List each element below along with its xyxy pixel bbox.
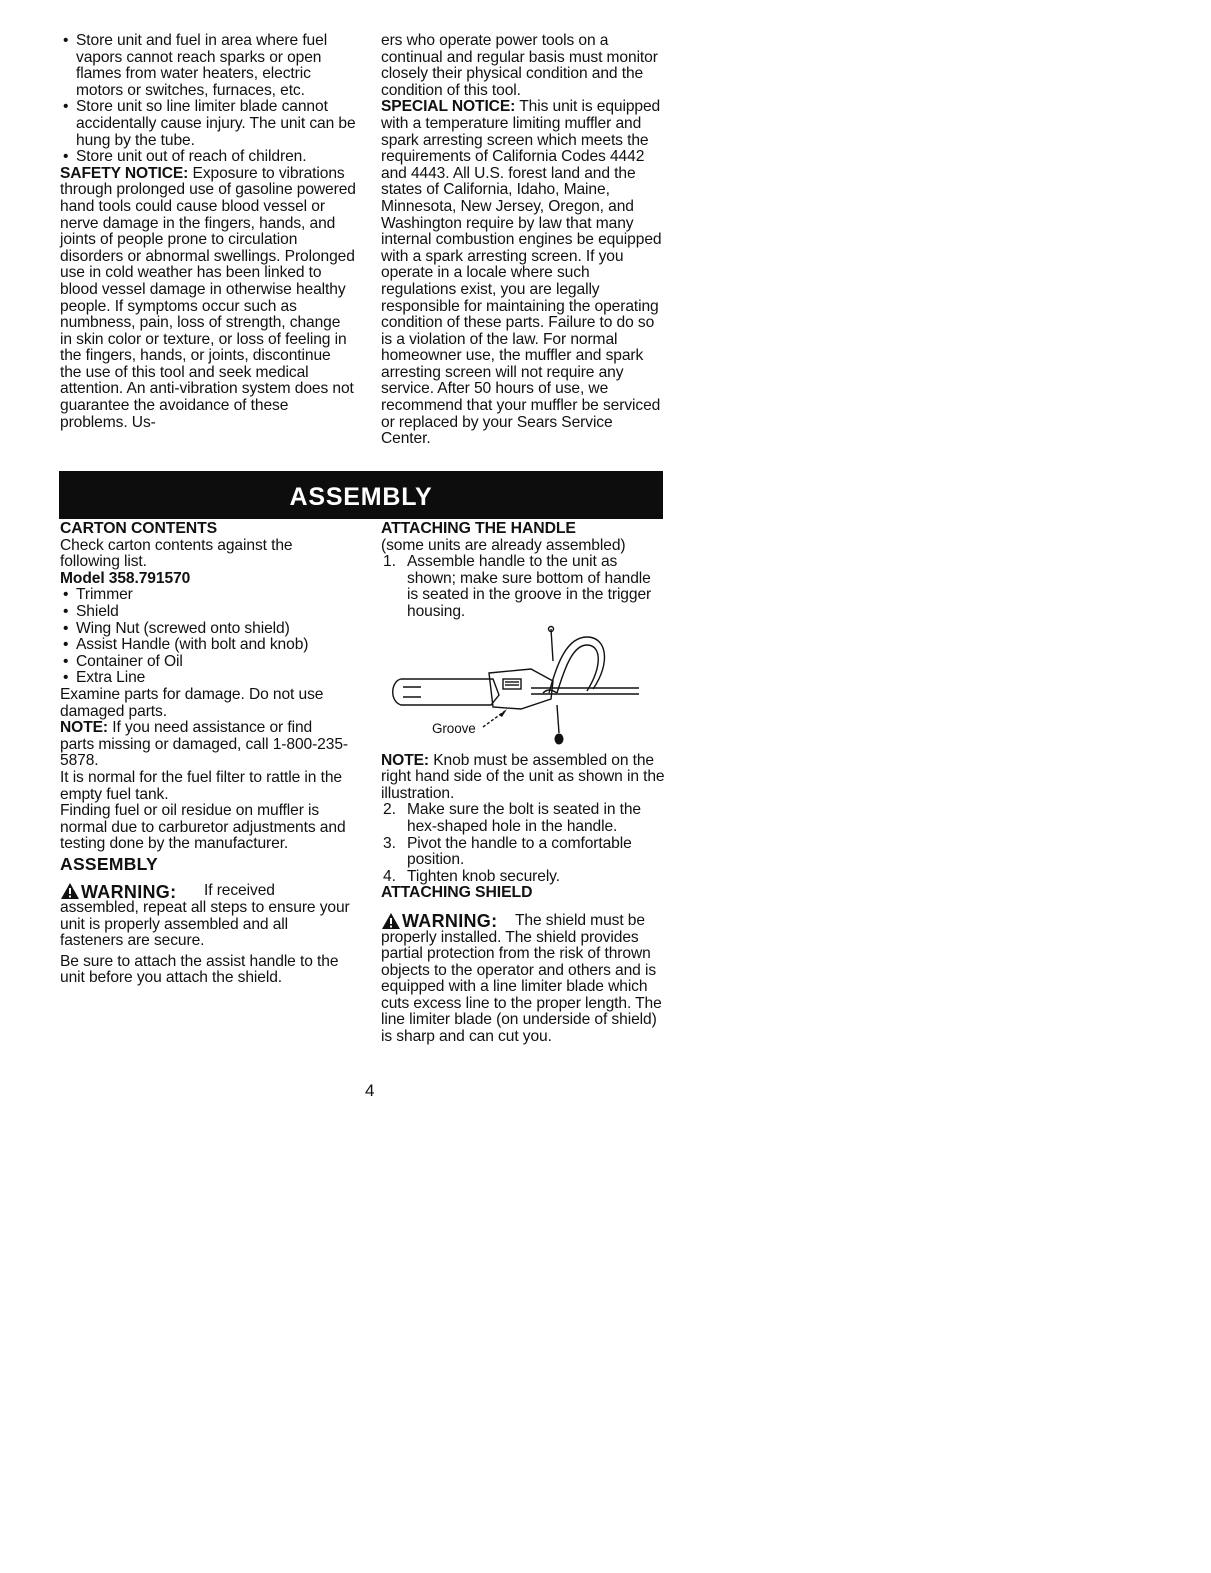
note-label: NOTE: [381,751,430,769]
handle-subtext: (some units are already assembled) [381,536,626,554]
right-bottom-column [381,521,665,1046]
section-banner: ASSEMBLY [59,471,663,519]
attach-first-text: Be sure to attach the assist handle to the unit before you attach the shield. [60,952,339,987]
step-text: Tighten knob securely. [407,867,560,885]
shield-warning-text: The shield must be properly installed. The shield provides partial protection from the risk of thrown objects to the operator and others and is equipped with a line limiter blade which cuts excess line to the proper length. The line limiter blade (on underside of shield) is sharp and can cut you. [381,911,662,1046]
list-item: • Shield [60,604,350,621]
list-item: • Store unit so line limiter blade cannot accidentally cause injury. The unit can be hung by the tube. [60,99,356,149]
left-bottom-column [60,521,350,987]
handle-illustration [381,623,671,751]
list-item [381,836,665,869]
handle-steps-a [381,554,665,620]
examine-text: Examine parts for damage. Do not use damaged parts. [60,685,324,720]
page-number: 4 [365,1081,375,1100]
step-text: Pivot the handle to a comfortable position. [407,834,632,869]
fuel-filter-text: It is normal for the fuel filter to rattle in the empty fuel tank. [60,768,342,803]
note-text: If you need assistance or find parts missing or damaged, call 1-800-235-5878. [60,719,348,770]
attaching-handle-heading: ATTACHING THE HANDLE [381,520,576,537]
note [60,720,350,770]
step-text: Make sure the bolt is seated in the hex-shaped hole in the handle. [407,801,642,835]
knob-note [381,753,665,803]
carton-contents-heading: CARTON CONTENTS [60,520,218,537]
list-item: • Store unit and fuel in area where fuel vapors cannot reach sparks or open flames from water heaters, electric motors or switches, furnaces, etc. [60,33,356,99]
handle-steps-b [381,802,665,885]
warning-text: If received assembled, repeat all steps to ensure your unit is properly assembled and all fasteners are secure. [60,882,350,950]
step-text: Assemble handle to the unit as shown; make sure bottom of handle is seated in the groove in the trigger housing. [407,553,652,620]
attaching-shield-heading: ATTACHING SHIELD [381,884,533,902]
warning-label: WARNING: [81,881,177,902]
step-number: 1. [383,553,396,571]
step-number: 4. [383,867,396,885]
list-item: • Trimmer [60,587,350,604]
special-notice-text: This unit is equipped with a temperature limiting muffler and spark arresting screen which meets the requirements of California Codes 4442 and 4443. All U.S. forest land and the states of California, Idaho, Maine, Minnesota, New Jersey, Oregon, and Washington require by law that many internal combustion engines be equipped with a spark arresting screen. If you operate in a locale where such regulations exist, you are legally responsible for maintaining the operating condition of these parts. Failure to do so is a violation of the law. For normal homeowner use, the muffler and spark arresting screen will not require any service. After 50 hours of use, we recommend that your muffler be serviced or replaced by your Sears Service Center. [381,98,662,448]
list-item: • Extra Line [60,670,350,687]
trimmer-handle-drawing [381,623,671,751]
left-top-column [60,33,356,431]
list-item [381,869,665,886]
groove-label: Groove [432,720,476,736]
safety-notice-label: SAFETY NOTICE: [60,164,189,182]
warning-label: WARNING: [402,911,498,932]
list-item: • Wing Nut (screwed onto shield) [60,621,350,638]
carton-intro: Check carton contents against the following list. [60,536,293,571]
note-label: NOTE: [60,719,109,737]
safety-notice [60,166,356,432]
model-number: Model 358.791570 [60,569,191,587]
residue-text: Finding fuel or oil residue on muffler is normal due to carburetor adjustments and testing done by the manufacturer. [60,802,346,853]
list-item: • Store unit out of reach of children. [60,149,356,166]
parts-list [60,587,350,687]
special-notice [381,99,665,447]
list-item: • Assist Handle (with bolt and knob) [60,637,350,654]
special-notice-label: SPECIAL NOTICE: [381,98,516,116]
list-item [381,554,665,620]
step-number: 3. [383,834,396,852]
warning-triangle-icon [381,912,401,930]
list-item [381,802,665,835]
note-text: Knob must be assembled on the right hand side of the unit as shown in the illustration. [381,751,665,802]
continued-text: ers who operate power tools on a continual and regular basis must monitor closely their physical condition and the condition of this tool. [381,32,658,99]
assembly-heading: ASSEMBLY [60,853,159,874]
step-number: 2. [383,801,396,819]
storage-list [60,33,356,166]
warning-triangle-icon [60,882,80,900]
right-top-column [381,33,665,448]
safety-notice-text: Exposure to vibrations through prolonged use of gasoline powered hand tools could cause blood vessel or nerve damage in the fingers, hands, and joints of people prone to circulation disorders or abnormal swellings. Prolonged use in cold weather has been linked to blood vessel damage in otherwise healthy people. If symptoms occur such as numbness, pain, loss of strength, change in skin color or texture, or loss of feeling in the fingers, hands, or joints, discontinue the use of this tool and seek medical attention. An anti-vibration system does not guarantee the avoidance of these problems. Us- [60,164,356,431]
list-item: • Container of Oil [60,654,350,671]
